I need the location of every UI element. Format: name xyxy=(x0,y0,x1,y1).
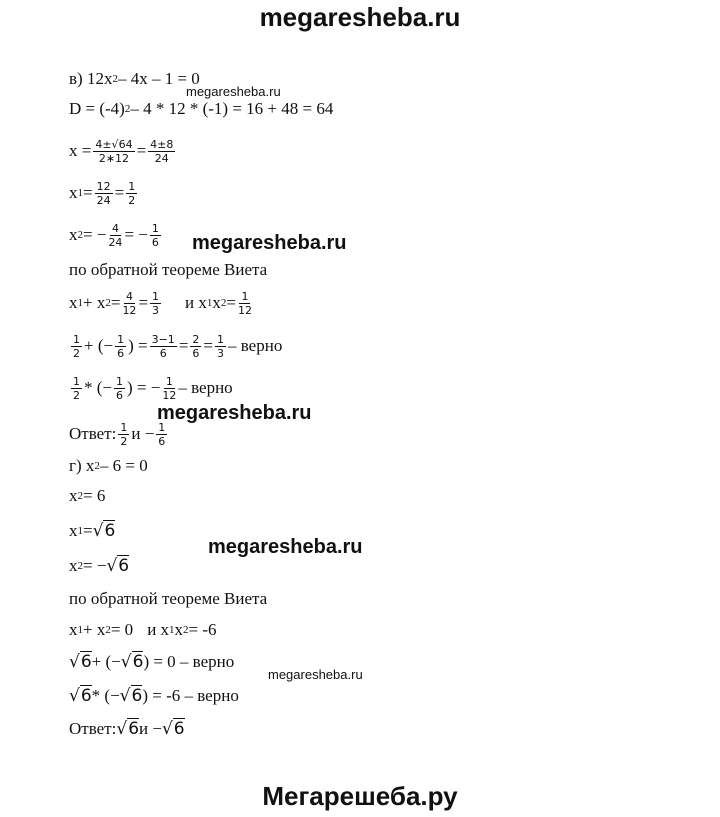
prod-sub2: 2 xyxy=(183,624,189,636)
equals-sign: = xyxy=(114,183,125,202)
prod-and: и x xyxy=(147,620,170,639)
fraction-numerator: 1 xyxy=(120,420,128,434)
fraction-denominator: 6 xyxy=(159,346,167,360)
verdict-correct: ) = -6 – верно xyxy=(142,686,239,705)
sqrt-expression: √6 xyxy=(69,686,92,706)
check1-fraction-1 xyxy=(71,334,82,359)
check-product-v xyxy=(69,375,233,401)
check-sum-g xyxy=(69,649,234,675)
equation-v-prefix: в) 12x xyxy=(69,69,113,88)
equation-g xyxy=(69,453,148,479)
x2-fraction-1 xyxy=(108,223,122,248)
prod-and: и x xyxy=(185,293,207,312)
equals-sign: = xyxy=(136,141,147,160)
x2-subscript: 2 xyxy=(77,229,83,241)
answer-label: Ответ: xyxy=(69,719,117,738)
check-sum-v xyxy=(69,333,282,359)
sqrt-expression: √6 xyxy=(92,521,116,541)
prod-sub1: 1 xyxy=(169,624,175,636)
answer-and: и − xyxy=(139,719,162,738)
fraction-denominator: 6 xyxy=(192,346,200,360)
radicand: 6 xyxy=(104,521,116,541)
fraction-numerator: 1 xyxy=(117,332,125,346)
x1-subscript: 1 xyxy=(77,525,83,537)
fraction-numerator: 4±√64 xyxy=(95,137,133,151)
x2-label: x xyxy=(69,556,78,575)
site-footer-title: Мегарешеба.ру xyxy=(262,781,458,811)
prod-equals: = -6 xyxy=(188,620,217,639)
fraction-numerator: 4 xyxy=(111,221,119,235)
x-label: x = xyxy=(69,141,92,160)
fraction-numerator: 1 xyxy=(151,221,159,235)
x1-fraction-2 xyxy=(126,181,137,206)
x1-fraction-1 xyxy=(95,181,113,206)
equals-minus: = − xyxy=(83,556,107,575)
sum-sub2: 2 xyxy=(105,297,111,309)
fraction-numerator: 1 xyxy=(241,289,249,303)
answer-fraction-1 xyxy=(118,422,129,447)
answer-and: и − xyxy=(131,424,155,443)
fraction-numerator: 1 xyxy=(73,332,80,346)
sum-fraction-1 xyxy=(122,291,136,316)
fraction-denominator: 6 xyxy=(117,346,125,360)
sq-rest: = 6 xyxy=(83,486,106,505)
verdict-correct: – верно xyxy=(228,336,283,355)
disc-exponent: 2 xyxy=(124,103,131,115)
prod-fraction xyxy=(238,291,252,316)
fraction-denominator: 2 xyxy=(73,388,80,402)
answer-fraction-2 xyxy=(156,422,167,447)
radicand: 6 xyxy=(80,652,92,672)
equals-sign: = xyxy=(110,293,121,312)
fraction-numerator: 2 xyxy=(192,332,200,346)
fraction-numerator: 1 xyxy=(128,179,136,193)
close-equals: ) = xyxy=(128,336,148,355)
fraction-denominator: 2∗12 xyxy=(98,151,130,165)
fraction-denominator: 12 xyxy=(162,388,177,402)
equation-g-exponent: 2 xyxy=(94,460,100,472)
check1-fraction-5 xyxy=(215,334,226,359)
check2-fraction-1 xyxy=(71,376,82,401)
fraction-denominator: 6 xyxy=(116,388,123,402)
watermark: megaresheba.ru xyxy=(192,232,347,254)
fraction-denominator: 6 xyxy=(158,434,166,448)
fraction-numerator: 1 xyxy=(217,332,224,346)
radicand: 6 xyxy=(131,686,143,706)
watermark: megaresheba.ru xyxy=(208,536,363,558)
prod-x2: x xyxy=(174,620,184,639)
fraction-denominator: 2 xyxy=(120,434,128,448)
equals-sign: = xyxy=(83,521,93,540)
vieta-heading-g xyxy=(69,586,267,612)
equals-sign: = xyxy=(138,293,149,312)
sum-sub1: 1 xyxy=(77,624,83,636)
fraction-denominator: 2 xyxy=(73,346,80,360)
check-product-g xyxy=(69,683,239,709)
roots-formula-line xyxy=(69,138,177,164)
close-equals-minus: ) = − xyxy=(127,378,161,397)
sum-x1: x xyxy=(69,293,78,312)
fraction-numerator: 3−1 xyxy=(151,332,175,346)
answer-v xyxy=(69,421,169,447)
site-header-title: megaresheba.ru xyxy=(259,2,461,32)
fraction-denominator: 24 xyxy=(96,193,111,207)
verdict-correct: ) = 0 – верно xyxy=(143,652,235,671)
prod-x2: x xyxy=(212,293,221,312)
x1-subscript: 1 xyxy=(77,187,83,199)
fraction-numerator: 12 xyxy=(96,179,111,193)
sqrt-expression: √6 xyxy=(119,686,143,706)
discriminant-line xyxy=(69,96,333,122)
equation-v xyxy=(69,66,200,92)
answer-label: Ответ: xyxy=(69,424,117,443)
sum-plus: + x xyxy=(83,293,106,312)
prod-sub1: 1 xyxy=(206,297,213,309)
fraction-denominator: 24 xyxy=(108,235,123,249)
watermark: megaresheba.ru xyxy=(186,84,281,99)
check1-fraction-3 xyxy=(150,334,177,359)
mult-open: * (− xyxy=(91,686,120,705)
fraction-denominator: 24 xyxy=(154,151,169,165)
radicand: 6 xyxy=(118,556,130,576)
radicand: 6 xyxy=(128,719,140,739)
sqrt-expression: √6 xyxy=(106,556,130,576)
x2-subscript: 2 xyxy=(77,560,83,572)
sq-prefix: x xyxy=(69,486,78,505)
check2-fraction-2 xyxy=(114,376,125,401)
plus-open: + (− xyxy=(84,336,114,355)
sq-exponent: 2 xyxy=(77,490,83,502)
equals-sign: = xyxy=(226,293,236,312)
x2-line-g xyxy=(69,553,129,579)
disc-prefix: D = (-4) xyxy=(69,99,125,118)
answer-g xyxy=(69,716,185,742)
radicand: 6 xyxy=(80,686,92,706)
prod-sub2: 2 xyxy=(220,297,227,309)
sum-equals: = 0 xyxy=(110,620,134,639)
fraction-denominator: 12 xyxy=(122,303,137,317)
sum-sub1: 1 xyxy=(77,297,83,309)
x1-label: x xyxy=(69,521,78,540)
check1-fraction-2 xyxy=(115,334,126,359)
equals-minus: = − xyxy=(83,225,107,244)
sum-fraction-2 xyxy=(150,291,161,316)
equals-minus: = − xyxy=(124,225,148,244)
fraction-numerator: 4 xyxy=(125,289,133,303)
x1-label: x xyxy=(69,183,78,202)
x2-line xyxy=(69,222,163,248)
vieta-sum-product-g xyxy=(69,617,217,643)
check2-fraction-3 xyxy=(162,376,176,401)
equation-g-rest: – 6 = 0 xyxy=(99,456,148,475)
x2-fraction-2 xyxy=(150,223,161,248)
fraction-denominator: 3 xyxy=(217,346,224,360)
equation-v-rest: – 4x – 1 = 0 xyxy=(117,69,200,88)
mult-open: * (− xyxy=(84,378,112,397)
roots-fraction-1 xyxy=(93,139,134,164)
fraction-numerator: 1 xyxy=(73,374,80,388)
fraction-denominator: 12 xyxy=(237,303,252,317)
sqrt-expression: √6 xyxy=(120,652,144,672)
x1-line xyxy=(69,180,139,206)
fraction-denominator: 6 xyxy=(151,235,159,249)
sqrt-expression: √6 xyxy=(69,652,92,672)
vieta-heading-text: по обратной теореме Виета xyxy=(69,260,268,279)
fraction-numerator: 1 xyxy=(152,289,160,303)
disc-rest: – 4 * 12 * (-1) = 16 + 48 = 64 xyxy=(130,99,334,118)
equals-sign: = xyxy=(83,183,93,202)
watermark: megaresheba.ru xyxy=(268,667,363,682)
vieta-heading-v xyxy=(69,257,267,283)
watermark: megaresheba.ru xyxy=(157,402,312,424)
plus-open: + (− xyxy=(91,652,121,671)
fraction-numerator: 1 xyxy=(116,374,123,388)
fraction-numerator: 1 xyxy=(165,374,173,388)
equals-sign: = xyxy=(203,336,213,355)
verdict-correct: – верно xyxy=(178,378,233,397)
vieta-heading-text: по обратной теореме Виета xyxy=(69,589,268,608)
x2-label: x xyxy=(69,225,78,244)
square-line-g xyxy=(69,483,105,509)
vieta-sum-product-v xyxy=(69,290,254,316)
fraction-denominator: 3 xyxy=(152,303,160,317)
fraction-numerator: 1 xyxy=(158,420,166,434)
roots-fraction-2 xyxy=(148,139,175,164)
fraction-denominator: 2 xyxy=(128,193,136,207)
sqrt-expression: √6 xyxy=(116,719,140,739)
equation-g-prefix: г) x xyxy=(69,456,95,475)
sum-x1: x xyxy=(69,620,78,639)
sum-plus: + x xyxy=(83,620,106,639)
radicand: 6 xyxy=(132,652,144,672)
sqrt-expression: √6 xyxy=(161,719,185,739)
equals-sign: = xyxy=(178,336,189,355)
equation-v-exponent: 2 xyxy=(112,73,118,85)
check1-fraction-4 xyxy=(190,334,201,359)
fraction-numerator: 4±8 xyxy=(150,137,174,151)
x1-line-g xyxy=(69,518,115,544)
radicand: 6 xyxy=(173,719,185,739)
sum-sub2: 2 xyxy=(105,624,111,636)
